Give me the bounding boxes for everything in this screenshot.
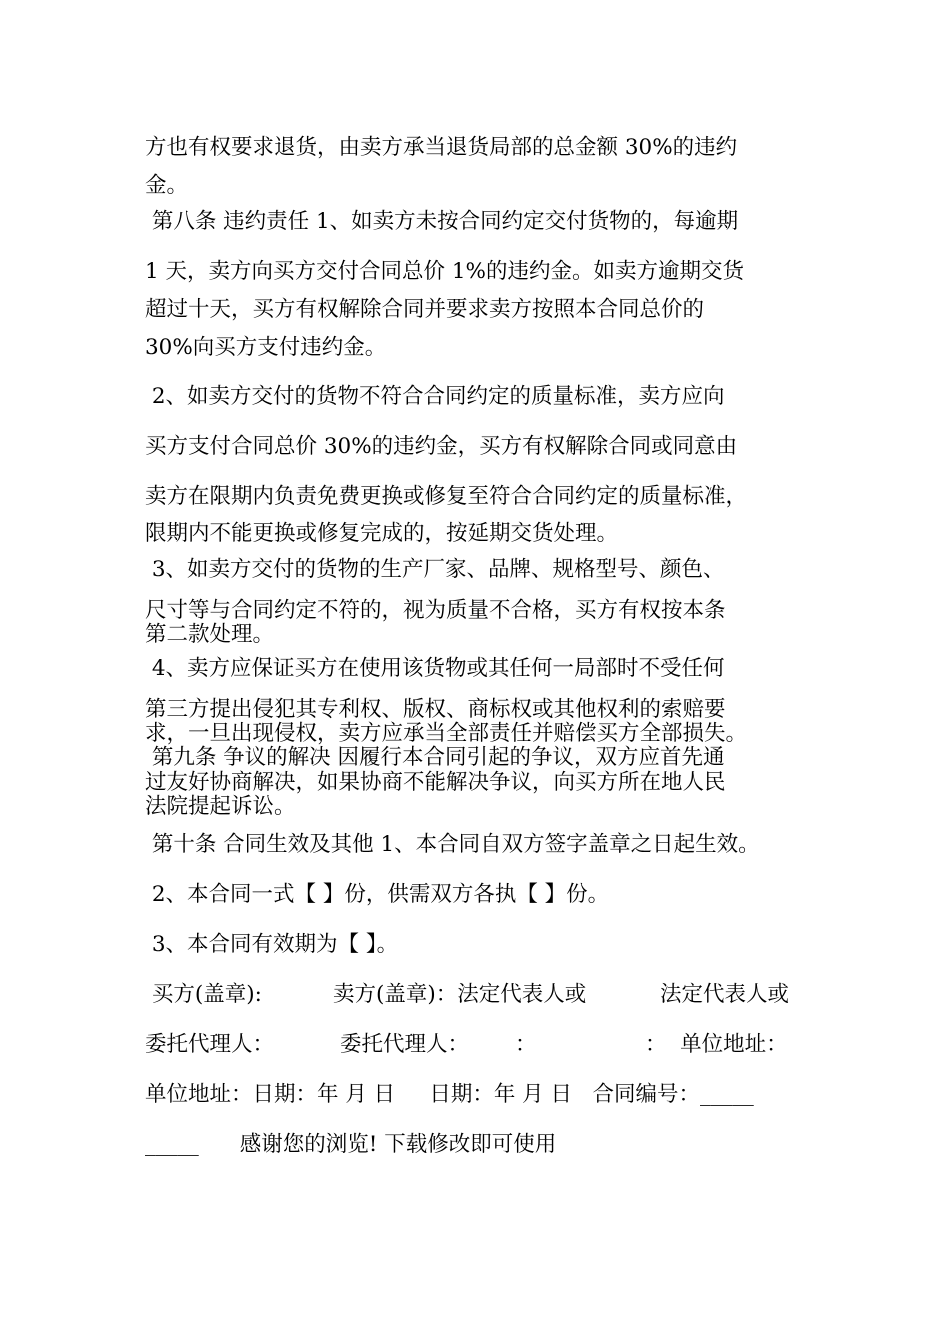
closing-line: _____ 感谢您的浏览! 下载修改即可使用: [145, 1132, 557, 1157]
seller-seal-label: 卖方(盖章)：法定代表人或: [333, 982, 587, 1007]
text-line: 方也有权要求退货，由卖方承当退货局部的总金额 30%的违约: [145, 135, 738, 160]
text-line: 第九条 争议的解决 因履行本合同引起的争议，双方应首先通: [145, 745, 725, 770]
seller-agent-label: 委托代理人：: [340, 1032, 470, 1057]
text-line: 3、如卖方交付的货物的生产厂家、品牌、规格型号、颜色、: [145, 557, 725, 582]
text-line: 金。: [145, 173, 189, 198]
text-line: 第十条 合同生效及其他 1、本合同自双方签字盖章之日起生效。: [145, 832, 760, 857]
text-line: 尺寸等与合同约定不符的，视为质量不合格，买方有权按本条: [145, 598, 726, 623]
text-line: 第二款处理。: [145, 622, 275, 647]
text-line: 限期内不能更换或修复完成的，按延期交货处理。: [145, 521, 619, 546]
text-line: 超过十天，买方有权解除合同并要求卖方按照本合同总价的: [145, 297, 705, 322]
text-line: 第八条 违约责任 1、如卖方未按合同约定交付货物的，每逾期: [145, 209, 739, 234]
buyer-seal-label: 买方(盖章):: [145, 982, 262, 1007]
text-line: 买方支付合同总价 30%的违约金，买方有权解除合同或同意由: [145, 434, 738, 459]
text-line: 2、如卖方交付的货物不符合合同约定的质量标准，卖方应向: [145, 384, 725, 409]
legal-rep-label: 法定代表人或: [660, 982, 790, 1007]
text-line: 过友好协商解决，如果协商不能解决争议，向买方所在地人民: [145, 770, 726, 795]
text-line: 2、本合同一式【 】份，供需双方各执【 】份。: [145, 882, 610, 907]
date-contract-line: 单位地址：日期：年 月 日 日期：年 月 日 合同编号：_____: [145, 1082, 754, 1107]
text-line: 求，一旦出现侵权，卖方应承当全部责任并赔偿买方全部损失。: [145, 721, 748, 746]
text-line: 法院提起诉讼。: [145, 794, 296, 819]
text-line: 第三方提出侵犯其专利权、版权、商标权或其他权利的索赔要: [145, 697, 726, 722]
address-label: ： 单位地址：: [645, 1032, 788, 1057]
text-line: 卖方在限期内负责免费更换或修复至符合合同约定的质量标准，: [145, 484, 748, 509]
text-line: 30%向买方支付违约金。: [145, 335, 387, 360]
buyer-agent-label: 委托代理人：: [145, 1032, 275, 1057]
text-line: 3、本合同有效期为【 】。: [145, 932, 399, 957]
text-line: 1 天，卖方向买方交付合同总价 1%的违约金。如卖方逾期交货: [145, 259, 744, 284]
colon-mark: ：: [515, 1032, 537, 1057]
text-line: 4、卖方应保证买方在使用该货物或其任何一局部时不受任何: [145, 656, 725, 681]
